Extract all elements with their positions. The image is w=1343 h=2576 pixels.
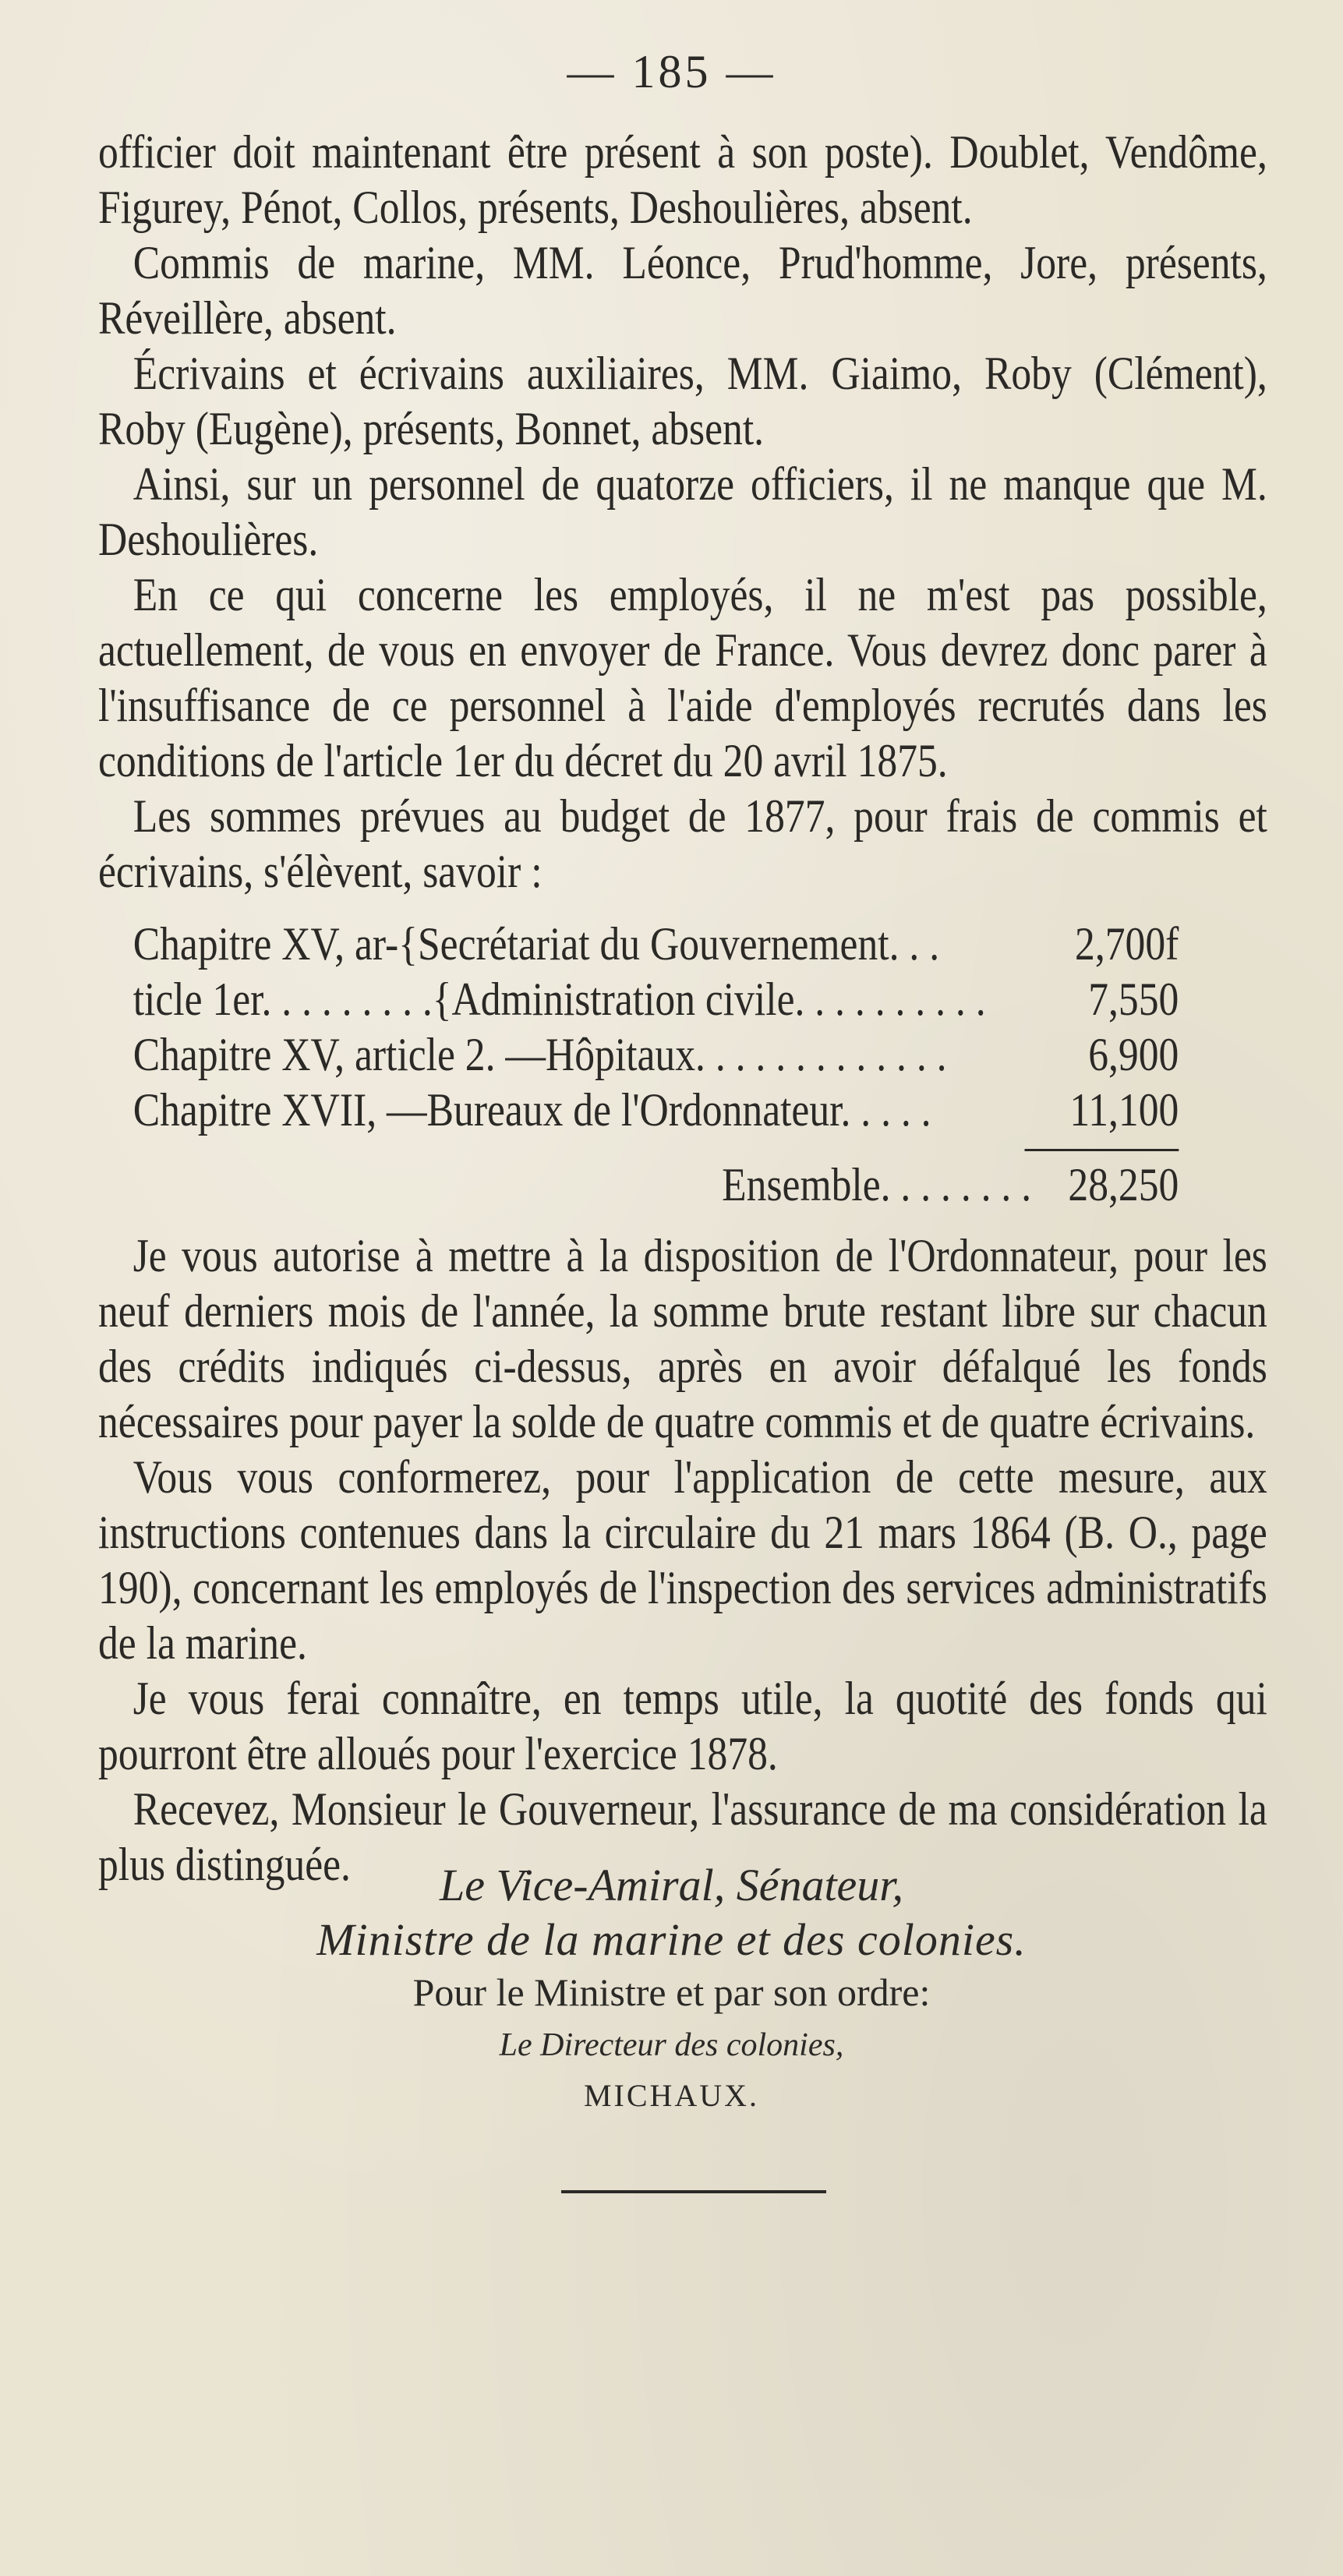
paragraph: Vous vous conformerez, pour l'application de cette mesure, aux instructions contenues dans la circulaire du 21 mars 1864 (B. O., page 190), concernant les employés de l'inspection des services administratifs de la marine. [98, 1451, 1267, 1669]
budget-chapter: Chapitre XV, article 2. — [133, 1029, 546, 1080]
budget-row [133, 1027, 1179, 1083]
closing-text [98, 1228, 1267, 1892]
signature-delegation: Pour le Ministre et par son ordre: [412, 1970, 931, 2014]
budget-item: Administration civile. . . . . . . . . . [451, 974, 986, 1025]
page-number: — 185 — [567, 46, 776, 97]
body-text [98, 125, 1267, 1892]
paragraph: Ainsi, sur un personnel de quatorze officiers, il ne manque que M. Deshoulières. [98, 458, 1267, 565]
end-rule [561, 2190, 826, 2193]
paragraph: Commis de marine, MM. Léonce, Prud'homme, Jore, présents, Réveillère, absent. [98, 237, 1267, 344]
paragraph: officier doit maintenant être présent à son poste). Doublet, Vendôme, Figurey, Pénot, Collos, présents, Deshoulières, absent. [98, 126, 1267, 233]
budget-amount: 6,900 [1088, 1029, 1179, 1080]
budget-item: Bureaux de l'Ordonnateur. . . . . [426, 1084, 931, 1136]
paragraph: Écrivains et écrivains auxiliaires, MM. Giaimo, Roby (Clément), Roby (Eugène), présents, Bonnet, absent. [98, 348, 1267, 454]
budget-row [133, 972, 1179, 1027]
paragraph: Je vous autorise à mettre à la disposition de l'Ordonnateur, pour les neuf derniers mois de l'année, la somme brute restant libre sur chacun des crédits indiqués ci-dessus, après en avoir défalqué les fonds nécessaires pour payer la solde de quatre commis et de quatre écrivains. [98, 1230, 1267, 1447]
budget-row [133, 1083, 1179, 1138]
signature-office: Ministre de la marine et des colonies. [316, 1914, 1027, 1965]
budget-row [133, 917, 1179, 972]
signature-name: MICHAUX. [583, 2078, 760, 2113]
paragraph: Je vous ferai connaître, en temps utile, la quotité des fonds qui pourront être alloués pour l'exercice 1878. [98, 1673, 1267, 1779]
budget-item: Secrétariat du Gouvernement. . . [417, 918, 940, 970]
paragraph: En ce qui concerne les employés, il ne m'est pas possible, actuellement, de vous en envoyer de France. Vous devrez donc parer à l'insuffisance de ce personnel à l'aide d'employés recrutés dans les conditions de l'article 1er du décret du 20 avril 1875. [98, 569, 1267, 786]
paragraph: Les sommes prévues au budget de 1877, pour frais de commis et écrivains, s'élèvent, savoir : [98, 790, 1267, 897]
signature-title: Le Vice-Amiral, Sénateur, [440, 1860, 903, 1910]
paragraph: Recevez, Monsieur le Gouverneur, l'assurance de ma considération la plus distinguée. [98, 1783, 1267, 1890]
sum-rule [1025, 1149, 1179, 1151]
signature-director: Le Directeur des colonies, [499, 2027, 844, 2063]
budget-total-label: Ensemble. . . . . . . . [722, 1159, 1032, 1210]
budget-chapter: Chapitre XVII, — [133, 1084, 427, 1136]
budget-item: Hôpitaux. . . . . . . . . . . . . [545, 1029, 947, 1080]
budget-amount: 7,550 [1088, 974, 1179, 1025]
budget-total-row [133, 1157, 1179, 1213]
budget-chapter: ticle 1er. . . . . . . . .{ [133, 974, 452, 1025]
budget-table [133, 917, 1179, 1213]
budget-total-amount: 28,250 [1068, 1159, 1179, 1210]
budget-amount: 2,700f [1075, 918, 1179, 970]
budget-amount: 11,100 [1069, 1084, 1179, 1136]
budget-chapter: Chapitre XV, ar-{ [133, 918, 418, 970]
